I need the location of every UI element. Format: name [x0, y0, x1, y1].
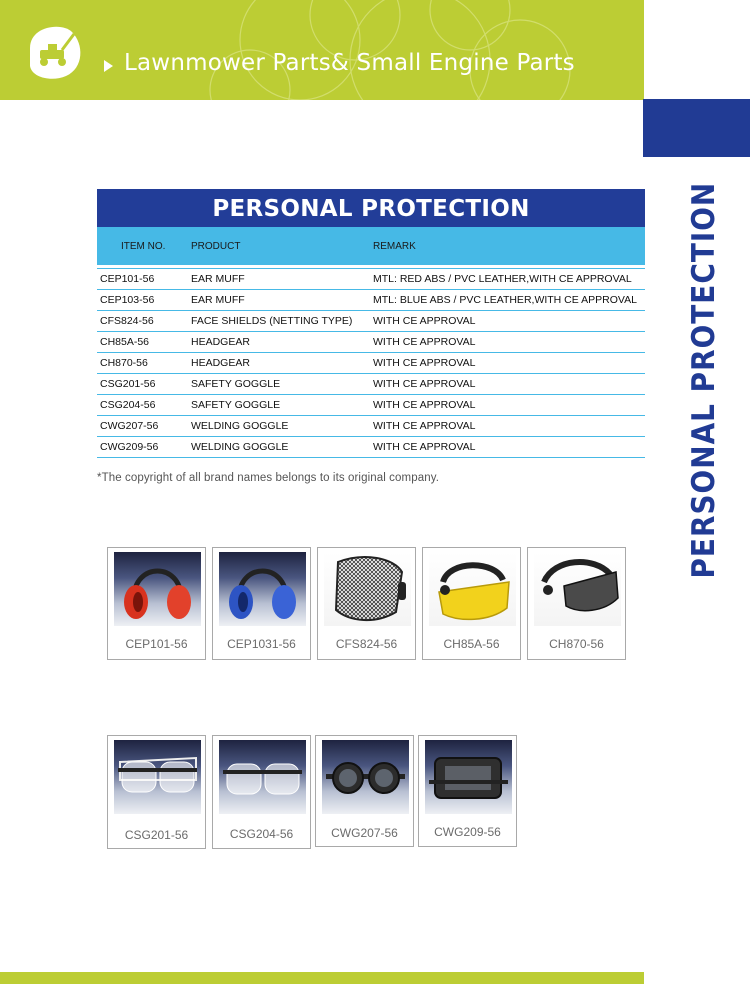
cell-product: HEADGEAR: [191, 336, 250, 348]
safety-goggle-icon: [114, 740, 201, 814]
side-tab: [643, 99, 750, 157]
product-card[interactable]: [422, 547, 521, 660]
cell-product: EAR MUFF: [191, 294, 245, 306]
column-header-product: PRODUCT: [191, 240, 241, 252]
product-label: CH870-56: [549, 637, 604, 651]
cell-product: FACE SHIELDS (NETTING TYPE): [191, 315, 353, 327]
cell-item: CH870-56: [100, 357, 148, 369]
cell-remark: WITH CE APPROVAL: [373, 315, 476, 327]
product-card[interactable]: [317, 547, 416, 660]
cell-item: CH85A-56: [100, 336, 150, 348]
red-ear-muff-icon: [114, 552, 201, 626]
table-row: [97, 416, 645, 437]
product-card[interactable]: [212, 735, 311, 849]
header-arrow-icon: [104, 60, 113, 72]
table-row: [97, 332, 645, 353]
cell-item: CWG207-56: [100, 420, 159, 432]
product-card[interactable]: [107, 547, 206, 660]
product-card[interactable]: [212, 547, 311, 660]
blue-ear-muff-icon: [219, 552, 306, 626]
mesh-face-shield-icon: [324, 552, 411, 626]
cell-remark: WITH CE APPROVAL: [373, 336, 476, 348]
cell-item: CEP103-56: [100, 294, 155, 306]
table-row: [97, 395, 645, 416]
product-card[interactable]: [418, 735, 517, 847]
cell-remark: MTL: BLUE ABS / PVC LEATHER,WITH CE APPROVAL: [373, 294, 637, 306]
cell-product: SAFETY GOGGLE: [191, 378, 281, 390]
cell-item: CEP101-56: [100, 273, 155, 285]
header-band: [0, 0, 644, 100]
lawnmower-logo-icon: [22, 18, 88, 84]
cell-product: HEADGEAR: [191, 357, 250, 369]
cell-item: CFS824-56: [100, 315, 154, 327]
cell-remark: WITH CE APPROVAL: [373, 441, 476, 453]
product-label: CSG201-56: [124, 828, 189, 842]
vertical-title-text: PERSONAL PROTECTION: [686, 181, 722, 578]
table-row: [97, 290, 645, 311]
product-label: CEP1031-56: [227, 637, 296, 651]
footer-band: [0, 972, 644, 984]
table-title: PERSONAL PROTECTION: [97, 189, 645, 227]
product-card[interactable]: [315, 735, 414, 847]
yellow-headgear-icon: [429, 552, 516, 626]
black-headgear-icon: [534, 552, 621, 626]
table-body: [97, 268, 645, 458]
copyright-note: *The copyright of all brand names belongs to its original company.: [97, 472, 439, 484]
cell-remark: WITH CE APPROVAL: [373, 378, 476, 390]
table-header-row: [97, 227, 645, 265]
table-row: [97, 374, 645, 395]
product-card[interactable]: [107, 735, 206, 849]
cell-remark: WITH CE APPROVAL: [373, 399, 476, 411]
cell-item: CSG204-56: [100, 399, 156, 411]
product-label: CFS824-56: [335, 637, 398, 651]
product-card[interactable]: [527, 547, 626, 660]
product-label: CH85A-56: [443, 637, 500, 651]
cell-item: CSG201-56: [100, 378, 156, 390]
cell-remark: MTL: RED ABS / PVC LEATHER,WITH CE APPROVAL: [373, 273, 632, 285]
product-table: [97, 189, 645, 458]
table-row: [97, 269, 645, 290]
vertical-section-title: [684, 181, 724, 578]
table-row: [97, 437, 645, 458]
cell-product: EAR MUFF: [191, 273, 245, 285]
flip-welding-goggle-icon: [425, 740, 512, 814]
cell-remark: WITH CE APPROVAL: [373, 357, 476, 369]
product-label: CWG209-56: [434, 825, 501, 839]
cell-product: WELDING GOGGLE: [191, 441, 289, 453]
header-title: Lawnmower Parts& Small Engine Parts: [124, 50, 575, 76]
product-label: CWG207-56: [331, 826, 398, 840]
column-header-item: ITEM NO.: [121, 240, 166, 252]
cell-product: SAFETY GOGGLE: [191, 399, 281, 411]
cell-remark: WITH CE APPROVAL: [373, 420, 476, 432]
product-label: CSG204-56: [229, 827, 294, 841]
table-row: [97, 353, 645, 374]
table-row: [97, 311, 645, 332]
cell-product: WELDING GOGGLE: [191, 420, 289, 432]
column-header-remark: REMARK: [373, 240, 416, 252]
safety-goggle-icon: [219, 740, 306, 814]
product-label: CEP101-56: [125, 637, 188, 651]
cell-item: CWG209-56: [100, 441, 159, 453]
round-welding-goggle-icon: [322, 740, 409, 814]
